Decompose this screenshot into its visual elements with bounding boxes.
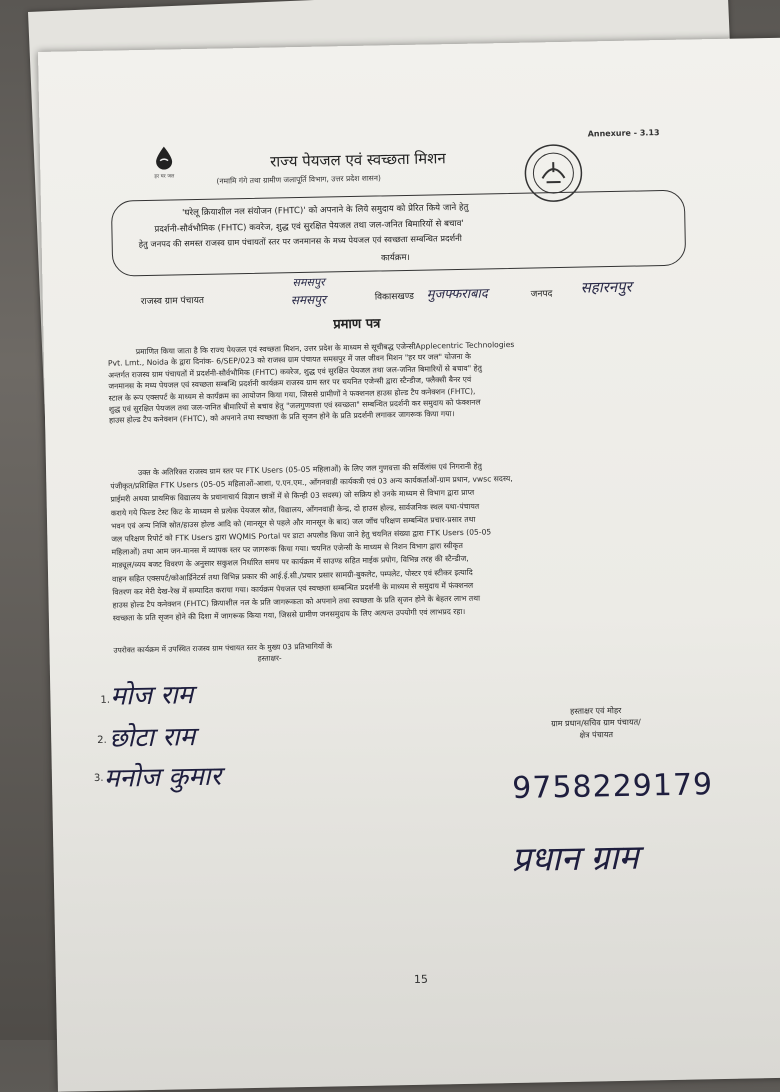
participant-number: 3. (93, 772, 104, 785)
banner-line-2: प्रदर्शनी-सौर्वभौमिक (FHTC) कवरेज, शुद्ध एवं सुरक्षित पेयजल तथा जल-जनित बिमारियों से बचाव' (154, 218, 464, 235)
participant-number: 2. (97, 734, 107, 746)
certificate-body-para-2 (110, 455, 705, 625)
body-line: स्वच्छता के प्रति सृजन होने की दिशा में जागरूक किया गया, जिससे ग्रामीण जनसमुदाय के लिए अत्यन्त उपयोगी एवं लाभप्रद रहा। (112, 607, 466, 623)
certificate-title: प्रमाण पत्र (333, 316, 381, 333)
banner-line-3: हेतु जनपद की समस्त राजस्व ग्राम पंचायतों स्तर पर जनमानस के मध्य पेयजल एवं स्वच्छता सम्बन्धित प्रदर्शनी (138, 232, 462, 250)
gram-panchayat-label: राजस्व ग्राम पंचायत (140, 295, 205, 308)
participant-signature: छोटा राम (108, 722, 196, 754)
body-line: शुद्ध एवं सुरक्षित पेयजल तथा जल-जनित बीमारियों से बचाव हेतु "जलगुणवत्ता एवं स्वच्छता" सम्बन्धित प्रदर्शनी कर समुदाय को फंक्शनल (108, 397, 481, 414)
district-label: जनपद (530, 289, 553, 300)
body-line: महिलाओं) तथा आम जन-मानस में व्यापक स्तर पर जागरूक किया गया। चयनित एजेन्सी के माध्यम से निशन विभाग द्वारा स्वीकृत (111, 541, 463, 557)
body-line: प्रमाणित किया जाता है कि राज्य पेयजल एवं स्वच्छता मिशन, उत्तर प्रदेश के माध्यम से सूचीबद्ध एजेन्सीApplecentric Technologies (135, 339, 515, 357)
body-line: पंजीकृत/प्रशिक्षित FTK Users (05-05 महिलाओं-आशा, ए.एन.एम., आँगनवाडी कार्यकत्री एवं 03 अन्य कार्यकर्ताओं-ग्राम प्रधान, vwsc सदस्य, (110, 474, 513, 491)
body-line: माड्यूल/व्यय बजट विवरण के अनुसार सकुशल निर्धारित समय पर कार्यक्रम में साउण्ड सहित माईक प्रयोग, विभिन्न तरह की स्टैन्डीज, (111, 554, 469, 571)
body-line: जल परिक्षण रिपोर्ट को FTK Users द्वारा WQMIS Portal पर डाटा अपलोड किया जाने हेतु चयनित संख्या द्वारा FTK Users (05-05 (111, 527, 492, 544)
stamp-line: हस्ताक्षर एवं मोहर (569, 705, 622, 716)
body-line: कराये गये फिल्ड टेस्ट किट के माध्यम से प्रत्येक पेयजल स्रोत, विद्यालय, आँगनवाडी केन्द्र, दो हाउस होल्ड, सार्वजनिक स्थल यथा-पंचायत (110, 501, 480, 518)
body-line: Pvt. Lmt., Noida के द्वारा दिनांक- 6/SEP/023 को राजस्व ग्राम पंचायत समसपुर में जल जीवन मिशन "हर घर जल" योजना के (107, 352, 472, 369)
banner-line-1: 'घरेलू क्रियाशील नल संयोजन (FHTC)' को अपनाने के लिये समुदाय को प्रेरित किये जाने हेतु (182, 202, 469, 219)
body-line: जनमानस के मध्य पेयजल एवं स्वच्छता सम्बन्धि प्रदर्शनी कार्यक्रम राजस्व ग्राम स्तर पर चयनित एजेन्सी द्वारा स्टैन्डीज, फ्लैक्सी बैनर एवं (108, 374, 472, 391)
water-drop-icon (154, 145, 174, 169)
closing-line: उपरोक्त कार्यक्रम में उपस्थित राजस्व ग्राम पंचायत स्तर के मुख्य 03 प्रतिभागियों के (113, 641, 333, 655)
stamp-line: क्षेत्र पंचायत (579, 730, 614, 740)
annexure-label: Annexure - 3.13 (587, 128, 660, 139)
certificate-body (108, 335, 701, 426)
stamp-line: ग्राम प्रधान/सचिव ग्राम पंचायत/ (551, 717, 641, 729)
body-line: प्राईमरी अथवा प्राथमिक विद्यालय के प्रधानाचार्य विज्ञान छात्रों में से किन्ही 03 सदस्य) जो सक्रिय हो उनके माध्यम से विभाग द्वारा प्राप्त (110, 488, 475, 505)
participant-signature: मोज राम (110, 680, 194, 712)
logo-tagline: हर घर जल (154, 173, 175, 180)
body-line: वितरण कर मेरी देख-रेख में सम्पादित कराया गया। कार्यक्रम पेयजल एवं स्वच्छता सम्बन्धित प्रदर्शनी के माध्यम से समुदाय में फंक्शनल (112, 580, 474, 597)
block-label: विकासखण्ड (374, 291, 414, 303)
body-line: भवन एवं अन्य निजि स्रोत/हाउस होल्ड आदि को (मानसून से पहले और मानसून के बाद) जल जाँच परिक्षण सम्बन्धित प्रचार-प्रसार तथा (111, 514, 476, 531)
har-ghar-jal-logo (136, 145, 193, 180)
participant-number: 1. (100, 694, 111, 706)
stamp-block (511, 704, 682, 743)
body-line: हाउस होल्ड टैप कनेक्शन (FHTC) क्रियाशील नल के प्रति जागरूकता को अपनाने तथा स्वच्छता के प्रति सृजन होने के बेहतर लाभ तथा (112, 593, 481, 610)
gram-panchayat-overwrite: समसपुर (292, 275, 325, 290)
block-value: मुजफ्फराबाद (426, 286, 488, 303)
program-title-box (111, 190, 686, 277)
body-line: स्टाल के रूप एक्सपर्ट के माध्यम से कार्यक्रम का आयोजन किया गया, जिससे ग्रामीणों ने फक्शनल हाउस होल्ड टैप कनेक्शन (FHTC), (108, 386, 476, 403)
signature-label: हस्ताक्षर- (257, 653, 282, 663)
body-line: हाउस होल्ड टैप कनेक्शन (FHTC), को अपनाने तथा स्वच्छता के प्रति सृजन होने के प्रति प्रदर्शनी लगाकर जागरूक किया गया। (109, 409, 455, 426)
participant-signature: मनोज कुमार (103, 761, 222, 794)
mission-title: राज्य पेयजल एवं स्वच्छता मिशन (269, 149, 446, 171)
banner-line-4: कार्यक्रम। (380, 252, 410, 264)
handwritten-phone-number: 9758229179 (511, 767, 714, 807)
body-line: वाहन सहित एक्सपर्ट/कोआर्डिनेटर्स तथा विभिन्न प्रकार की आई.ई.सी./प्रचार प्रसार सामग्री-बुकलेट, पम्पलेट, पोस्टर एवं स्टीकर इत्यादि (112, 567, 473, 584)
mission-subtitle: (नमामि गंगे तथा ग्रामीण जलापूर्ति विभाग, उत्तर प्रदेश शासन) (216, 173, 381, 186)
body-line: अन्तर्गत राजस्व ग्राम पंचायतों में प्रदर्शनी-सौर्वभौमिक (FHTC) कवरेज, शुद्ध एवं सुरक्षित पेयजल तथा जल-जनित बिमारियों से बचाव" हेतु (108, 363, 483, 380)
gram-panchayat-value: समसपुर (290, 292, 327, 308)
page-number: 15 (413, 972, 428, 986)
body-line: उक्त के अतिरिक्त राजस्व ग्राम स्तर पर FTK Users (05-05 महिलाओं) के लिए जल गुणवत्ता की सर्विलांस एवं निगरानी हेतु (138, 461, 482, 478)
panchayat-details-row (140, 275, 701, 312)
document-page (38, 38, 780, 1092)
district-value: सहारनपुर (580, 277, 632, 297)
pradhan-signature: प्रधान ग्राम (511, 837, 640, 881)
